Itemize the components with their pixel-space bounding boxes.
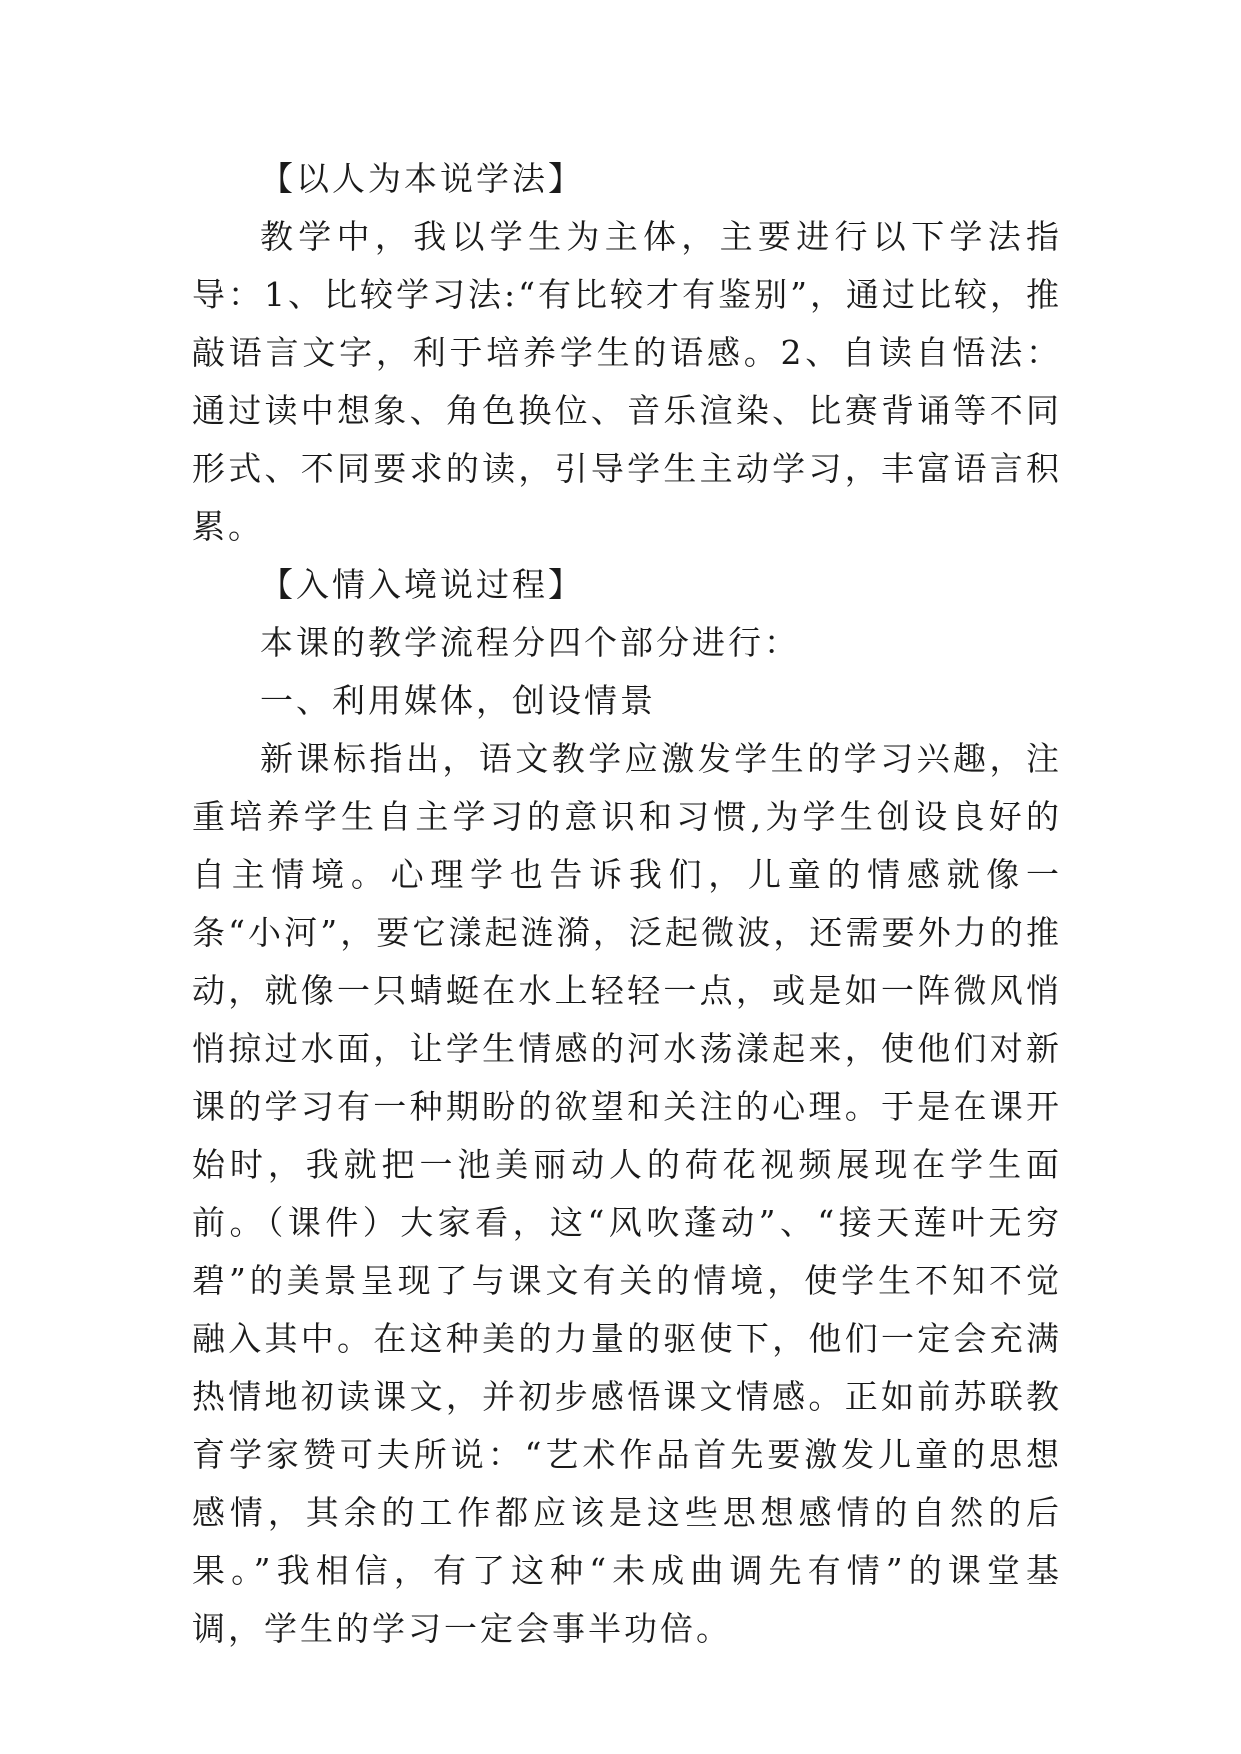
paragraph-study-methods: 教学中，我以学生为主体，主要进行以下学法指导：1、比较学习法:“有比较才有鉴别”，通过比较，推敲语言文字，利于培养学生的语感。2、自读自悟法：通过读中想象、角色换位、音乐渲染、比赛背诵等不同形式、不同要求的读，引导学生主动学习，丰富语言积累。	[192, 217, 1062, 546]
document-body	[192, 150, 1062, 1658]
paragraph-step-one: 新课标指出，语文教学应激发学生的学习兴趣，注重培养学生自主学习的意识和习惯,为学生创设良好的自主情境。心理学也告诉我们，儿童的情感就像一条“小河”，要它漾起涟漪，泛起微波，还需要外力的推动，就像一只蜻蜓在水上轻轻一点，或是如一阵微风悄悄掠过水面，让学生情感的河水荡漾起来，使他们对新课的学习有一种期盼的欲望和关注的心理。于是在课开始时，我就把一池美丽动人的荷花视频展现在学生面前。（课件）大家看，这“风吹蓬动”、“接天莲叶无穷碧”的美景呈现了与课文有关的情境，使学生不知不觉融入其中。在这种美的力量的驱使下，他们一定会充满热情地初读课文，并初步感悟课文情感。正如前苏联教育学家赞可夫所说：“艺术作品首先要激发儿童的思想感情，其余的工作都应该是这些思想感情的自然的后果。”我相信，有了这种“未成曲调先有情”的课堂基调，学生的学习一定会事半功倍。	[192, 739, 1062, 1648]
section-heading-study-methods: 【以人为本说学法】	[260, 159, 584, 198]
subheading-step-one: 一、利用媒体，创设情景	[260, 681, 656, 720]
paragraph-process-intro: 本课的教学流程分四个部分进行：	[260, 623, 800, 662]
section-heading-teaching-process: 【入情入境说过程】	[260, 565, 584, 604]
